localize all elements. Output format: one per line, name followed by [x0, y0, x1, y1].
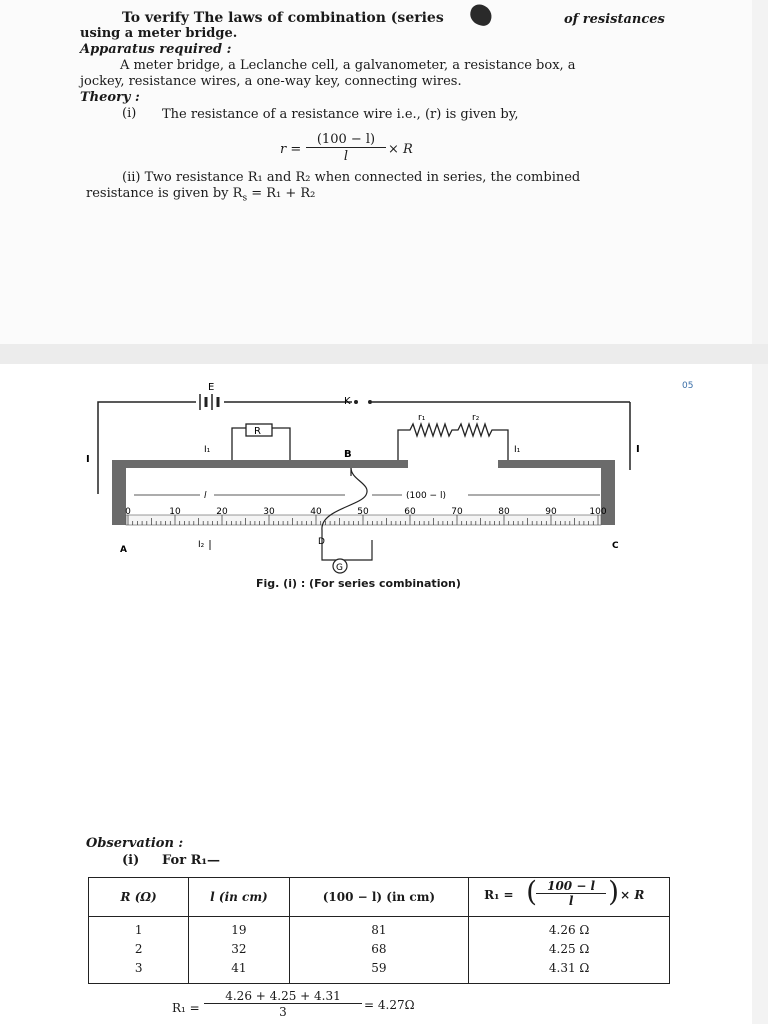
- scale-tick-label: 20: [216, 507, 228, 517]
- formula-denominator: l: [343, 149, 349, 164]
- mean-numerator: 4.26 + 4.25 + 4.31: [204, 989, 362, 1004]
- formula-rhs: × R: [388, 142, 413, 157]
- scale-tick-label: 0: [125, 507, 131, 517]
- experiment-title: To verify The laws of combination (series: [122, 10, 444, 26]
- label-e: E: [208, 382, 215, 393]
- col-r-values: 1 2 3: [89, 917, 189, 984]
- label-l: l: [204, 491, 207, 501]
- scale-tick-label: 80: [498, 507, 510, 517]
- col-header-r: R (Ω): [89, 878, 189, 917]
- r1-formula: R₁ = ( 100 − l l ) × R: [484, 874, 645, 908]
- formula-numerator: (100 − l): [306, 132, 386, 148]
- observation-heading: Observation :: [86, 836, 184, 851]
- apparatus-line1: A meter bridge, a Leclanche cell, a galvanometer, a resistance box, a: [120, 58, 576, 73]
- observation-table: [88, 874, 670, 984]
- label-r1: r₁: [418, 413, 426, 423]
- col-hundred-minus-l-values: 81 68 59: [289, 917, 469, 984]
- scale-tick-label: 70: [451, 507, 463, 517]
- theory-item1-marker: (i): [122, 106, 137, 121]
- mean-result: = 4.27Ω: [364, 998, 415, 1012]
- page-edge-strip: [752, 0, 768, 1024]
- scale-tick-label: 90: [545, 507, 557, 517]
- scale-tick-label: 100: [589, 507, 607, 517]
- label-hundred-minus-l: (100 − l): [406, 491, 446, 501]
- page-gap-band: [0, 344, 768, 364]
- label-r: R: [254, 426, 261, 437]
- label-i1-right: I₁: [514, 445, 521, 455]
- col-header-hundred-minus-l: (100 − l) (in cm): [289, 878, 469, 917]
- theory-item1-text: The resistance of a resistance wire i.e., (r) is given by,: [162, 107, 519, 122]
- label-g: G: [336, 563, 343, 573]
- label-i-left: I: [86, 454, 90, 465]
- col-header-r1-formula: [469, 874, 670, 917]
- label-k: K: [344, 396, 351, 407]
- scale-tick-label: 50: [357, 507, 369, 517]
- label-c: C: [612, 541, 619, 551]
- mean-fraction: [204, 989, 362, 1019]
- page-number: 05: [682, 381, 694, 391]
- mean-denominator: 3: [279, 1005, 287, 1019]
- apparatus-heading: Apparatus required :: [80, 42, 232, 57]
- experiment-title-end: of resistances: [564, 12, 665, 27]
- col-l-values: 19 32 41: [189, 917, 289, 984]
- observation-sub-heading: For R₁—: [162, 853, 221, 868]
- table-header-row: [89, 878, 670, 917]
- theory-item2-line2: resistance is given by $R_s = R_1 + R_2$: [86, 186, 316, 204]
- scale-tick-label: 30: [263, 507, 275, 517]
- scale-tick-label: 40: [310, 507, 322, 517]
- formula-fraction: [306, 132, 386, 164]
- mean-lhs: R₁ =: [172, 1001, 200, 1015]
- label-a: A: [120, 545, 127, 555]
- formula-lhs: r =: [280, 142, 302, 157]
- label-d: D: [318, 537, 325, 547]
- scale-tick-label: 60: [404, 507, 416, 517]
- experiment-title-line2: using a meter bridge.: [80, 26, 238, 41]
- theory-heading: Theory :: [80, 90, 140, 105]
- observation-sub-marker: (i): [122, 853, 140, 868]
- label-r2: r₂: [472, 413, 480, 423]
- col-header-l: l (in cm): [189, 878, 289, 917]
- table-body-row: [89, 917, 670, 984]
- label-i2: I₂: [198, 540, 205, 550]
- col-r1-values: 4.26 Ω 4.25 Ω 4.31 Ω: [469, 917, 670, 984]
- apparatus-line2: jockey, resistance wires, a one-way key, connecting wires.: [80, 74, 462, 89]
- scale-tick-label: 10: [169, 507, 181, 517]
- label-i1-left: I₁: [204, 445, 211, 455]
- label-i-right: I: [636, 444, 640, 455]
- label-b: B: [344, 449, 352, 460]
- figure-caption: Fig. (i) : (For series combination): [256, 577, 461, 590]
- theory-item2-line1: (ii) Two resistance R₁ and R₂ when connected in series, the combined: [122, 170, 581, 185]
